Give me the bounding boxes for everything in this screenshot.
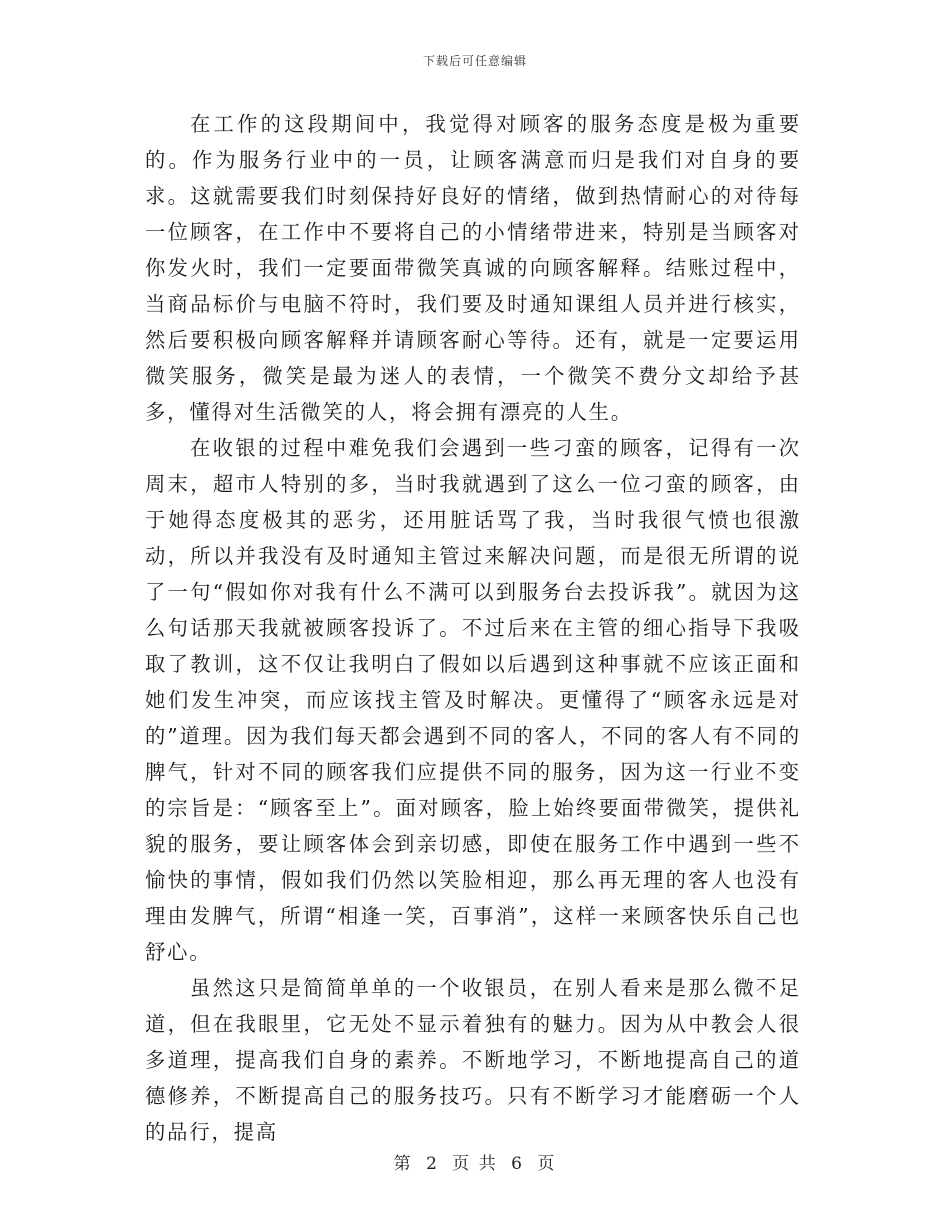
paragraph-1: 在工作的这段期间中，我觉得对顾客的服务态度是极为重要的。作为服务行业中的一员，让顾客满意而归是我们对自身的要求。这就需要我们时刻保持好良好的情绪，做到热情耐心的对待每一位顾客，在工作中不要将自己的小情绪带进来，特别是当顾客对你发火时，我们一定要面带微笑真诚的向顾客解释。结账过程中，当商品标价与电脑不符时，我们要及时通知课组人员并进行核实，然后要积极向顾客解释并请顾客耐心等待。还有，就是一定要运用微笑服务，微笑是最为迷人的表情，一个微笑不费分文却给予甚多，懂得对生活微笑的人，将会拥有漂亮的人生。 [145, 112, 801, 424]
total-page-number: 6 [511, 1154, 524, 1174]
footer-middle: 页 共 [452, 1154, 498, 1174]
paragraph-2: 在收银的过程中难免我们会遇到一些刁蛮的顾客，记得有一次周末，超市人特别的多，当时我就遇到了这么一位刁蛮的顾客，由于她得态度极其的恶劣，还用脏话骂了我，当时我很气愤也很激动，所以并我没有及时通知主管过来解决问题，而是很无所谓的说了一句“假如你对我有什么不满可以到服务台去投诉我”。就因为这么句话那天我就被顾客投诉了。不过后来在主管的细心指导下我吸取了教训，这不仅让我明白了假如以后遇到这种事就不应该正面和她们发生冲突，而应该找主管及时解决。更懂得了“顾客永远是对的”道理。因为我们每天都会遇到不同的客人，不同的客人有不同的脾气，针对不同的顾客我们应提供不同的服务，因为这一行业不变的宗旨是：“顾客至上”。面对顾客，脸上始终要面带微笑，提供礼貌的服务，要让顾客体会到亲切感，即使在服务工作中遇到一些不愉快的事情，假如我们仍然以笑脸相迎，那么再无理的客人也没有理由发脾气，所谓“相逢一笑，百事消”，这样一来顾客快乐自己也舒心。 [145, 436, 801, 964]
current-page-number: 2 [426, 1154, 439, 1174]
footer-prefix: 第 [393, 1154, 413, 1174]
footer-suffix: 页 [537, 1154, 557, 1174]
page-footer [0, 1149, 950, 1174]
document-body [145, 106, 801, 1150]
paragraph-3: 虽然这只是简简单单的一个收银员，在别人看来是那么微不足道，但在我眼里，它无处不显示着独有的魅力。因为从中教会人很多道理，提高我们自身的素养。不断地学习，不断地提高自己的道德修养，不断提高自己的服务技巧。只有不断学习才能磨砺一个人的品行，提高 [145, 976, 801, 1144]
page-header: 下载后可任意编辑 [422, 54, 527, 68]
